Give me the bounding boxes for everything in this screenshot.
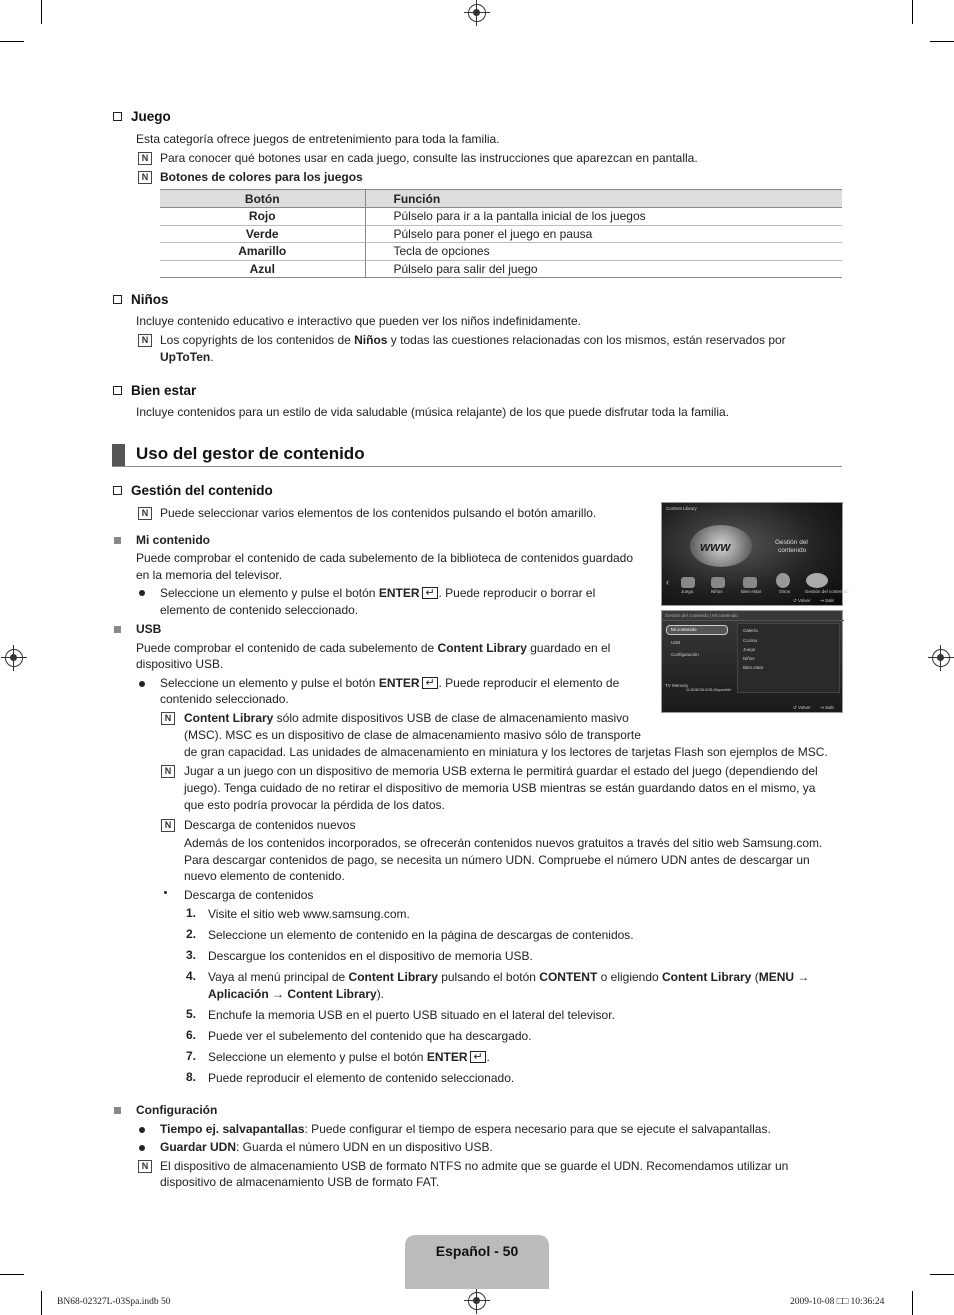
- usb-note-2: Jugar a un juego con un dispositivo de memoria USB externa le permitirá guardar el estado del juego (dependiendo del: [184, 764, 818, 778]
- note-icon: N: [138, 507, 152, 520]
- juego-note: Para conocer qué botones usar en cada juego, consulte las instrucciones que aparezcan en pantalla.: [160, 151, 698, 165]
- bien-estar-description: Incluye contenidos para un estilo de vida saludable (música relajante) de los que puede disfrutar toda la familia.: [136, 405, 730, 419]
- menu-item[interactable]: Otros: [779, 589, 791, 594]
- slug-left: BN68-02327L-03Spa.indb 50: [57, 1297, 171, 1307]
- ninos-note-line2: UpToTen.: [160, 350, 214, 364]
- table-cell: Púlselo para ir a la pantalla inicial de los juegos: [365, 208, 842, 226]
- usb-bullet: contenido seleccionado.: [160, 692, 289, 706]
- registration-mark-icon: [468, 1292, 486, 1310]
- heading-bien-estar: Bien estar: [113, 383, 196, 398]
- list-item[interactable]: Cocina: [743, 638, 758, 643]
- configuracion-bullet: Guardar UDN: Guarda el número UDN en un dispositivo USB.: [160, 1140, 493, 1154]
- bullet-icon: [139, 1127, 145, 1133]
- header-divider: [662, 620, 844, 621]
- page-number: Español - 50: [435, 1243, 519, 1259]
- www-logo-icon: www: [700, 539, 731, 554]
- square-bullet-icon: [114, 537, 121, 544]
- usb-note-2: que esto podría provocar la pérdida de los datos.: [184, 798, 445, 812]
- table-row: [160, 225, 842, 243]
- memory-value: 11.8GB/38.0GB Disponible: [686, 688, 732, 692]
- screen-header: Content Library: [666, 506, 697, 511]
- configuracion-note: dispositivo de almacenamiento USB de formato FAT.: [160, 1175, 440, 1189]
- table-cell: Azul: [160, 260, 365, 278]
- step-text: Seleccione un elemento de contenido en la página de descargas de contenidos.: [208, 928, 634, 942]
- step-text: Puede reproducir el elemento de contenido seleccionado.: [208, 1071, 515, 1085]
- menu-item[interactable]: Mi contenido: [671, 627, 697, 632]
- exit-button[interactable]: ⇥ Salir: [820, 705, 835, 710]
- note-icon: N: [138, 152, 152, 165]
- step-text: Puede ver el subelemento del contenido que ha descargado.: [208, 1029, 532, 1043]
- usb-note-1: de gran capacidad. Las unidades de almacenamiento en miniatura y los lectores de tarjetas Flash son ejemplos de MSC.: [184, 745, 828, 759]
- gestion-note: Puede seleccionar varios elementos de los contenidos pulsando el botón amarillo.: [160, 506, 597, 520]
- center-label: contenido: [778, 547, 807, 554]
- juego-description: Esta categoría ofrece juegos de entretenimiento para toda la familia.: [136, 132, 500, 146]
- list-item[interactable]: Niños: [743, 656, 755, 661]
- mi-contenido-text: Puede comprobar el contenido de cada subelemento de la biblioteca de contenidos guardado: [136, 551, 634, 565]
- checkbox-bullet-icon: [113, 486, 122, 495]
- menu-item[interactable]: Niños: [711, 589, 723, 594]
- menu-item[interactable]: Bien estar: [741, 589, 762, 594]
- usb-note-1: (MSC). MSC es un dispositivo de clase de almacenamiento masivo sólo de transporte: [184, 728, 641, 742]
- table-cell: Rojo: [160, 208, 365, 226]
- table-cell: Verde: [160, 225, 365, 243]
- step-number: 2.: [186, 927, 197, 941]
- usb-note-2: juego). Tenga cuidado de no retirar el dispositivo de memoria USB mientras se están guardando datos en el mismo, ya: [184, 781, 816, 795]
- configuracion-bullet: Tiempo ej. salvapantallas: Puede configurar el tiempo de espera necesario para que se ejecute el salvapantallas.: [160, 1122, 771, 1136]
- ninos-description: Incluye contenido educativo e interactivo que pueden ver los niños indefinidamente.: [136, 314, 581, 328]
- chevron-left-icon[interactable]: ‹: [666, 577, 669, 587]
- content-management-icon[interactable]: [806, 573, 828, 588]
- exit-button[interactable]: ⇥ Salir: [820, 598, 835, 603]
- usb-note-3: Descarga de contenidos nuevos: [184, 818, 356, 832]
- table-cell: Púlselo para salir del juego: [365, 260, 842, 278]
- menu-item[interactable]: USB: [671, 640, 681, 645]
- table-row: [160, 260, 842, 278]
- mi-contenido-bullet: Seleccione un elemento y pulse el botón ENTER↵ . Puede reproducir o borrar el: [160, 585, 595, 602]
- game-icon[interactable]: [681, 577, 695, 588]
- step-number: 4.: [186, 969, 197, 983]
- list-item[interactable]: Bien estar: [743, 665, 764, 670]
- page-footer: [405, 1235, 549, 1289]
- table-cell: Amarillo: [160, 243, 365, 261]
- enter-key-icon: [422, 677, 438, 689]
- enter-key-icon: [422, 587, 438, 599]
- usb-bullet: Seleccione un elemento y pulse el botón ENTER↵ . Puede reproducir el elemento de: [160, 675, 619, 692]
- section-bar: [112, 444, 125, 466]
- step-text: Enchufe la memoria USB en el puerto USB situado en el lateral del televisor.: [208, 1008, 615, 1022]
- screen-header: Gestión del contenido | Mi contenido: [665, 613, 738, 618]
- square-bullet-icon: [114, 626, 121, 633]
- registration-mark-icon: [932, 649, 950, 667]
- section-divider: [112, 466, 842, 467]
- registration-mark-icon: [468, 4, 486, 22]
- step-number: 8.: [186, 1070, 197, 1084]
- usb-note-1: Content Library sólo admite dispositivos USB de clase de almacenamiento masivo: [184, 711, 629, 725]
- checkbox-bullet-icon: [113, 295, 122, 304]
- note-icon: N: [161, 712, 175, 725]
- bullet-icon: [139, 681, 145, 687]
- list-item[interactable]: Galería: [743, 628, 758, 633]
- configuracion-title: Configuración: [136, 1103, 218, 1117]
- table-row: [160, 208, 842, 226]
- checkbox-bullet-icon: [113, 112, 122, 121]
- enter-key-icon: [470, 1051, 486, 1063]
- note-icon: N: [138, 171, 152, 184]
- menu-item[interactable]: Gestión del contenido: [805, 589, 849, 594]
- checkbox-bullet-icon: [113, 386, 122, 395]
- bullet-icon: [164, 891, 167, 894]
- table-header: Botón: [160, 190, 365, 208]
- step-text: Visite el sitio web www.samsung.com.: [208, 907, 410, 921]
- table-header: Función: [365, 190, 842, 208]
- list-item[interactable]: Juego: [743, 647, 756, 652]
- table-cell: Púlselo para poner el juego en pausa: [365, 225, 842, 243]
- table-cell: Tecla de opciones: [365, 243, 842, 261]
- color-buttons-table: [160, 189, 842, 278]
- memory-label: TV Memory: [665, 683, 689, 688]
- configuracion-note: El dispositivo de almacenamiento USB de formato NTFS no admite que se guarde el UDN. Recomendamos utilizar un: [160, 1159, 789, 1173]
- mi-contenido-title: Mi contenido: [136, 533, 210, 547]
- step-text: Aplicación → Content Library).: [208, 987, 385, 1001]
- note-icon: N: [138, 334, 152, 347]
- usb-note-3: nuevo elemento de contenido.: [184, 869, 345, 883]
- usb-text: dispositivo USB.: [136, 657, 224, 671]
- ninos-note-line1: Los copyrights de los contenidos de Niños y todas las cuestiones relacionadas con los mismos, están reservados por: [160, 333, 786, 347]
- step-number: 3.: [186, 948, 197, 962]
- kids-icon[interactable]: [711, 577, 725, 588]
- heading-gestion: Gestión del contenido: [113, 483, 273, 498]
- registration-mark-icon: [5, 649, 23, 667]
- usb-note-3: Además de los contenidos incorporados, se ofrecerán contenidos nuevos gratuitos a través del sitio web Samsung.com.: [184, 836, 823, 850]
- mi-contenido-text: en la memoria del televisor.: [136, 568, 283, 582]
- center-label: Gestión del: [775, 539, 808, 546]
- step-text: Seleccione un elemento y pulse el botón ENTER↵ .: [208, 1049, 490, 1066]
- slug-right: 2009-10-08 □□ 10:36:24: [790, 1297, 885, 1307]
- section-title: Uso del gestor de contenido: [136, 444, 365, 463]
- step-text: Descargue los contenidos en el dispositivo de memoria USB.: [208, 949, 533, 963]
- usb-text: Puede comprobar el contenido de cada subelemento de Content Library guardado en el: [136, 641, 611, 655]
- menu-item[interactable]: Juego: [681, 589, 694, 594]
- heading-juego: Juego: [113, 109, 171, 124]
- step-number: 6.: [186, 1028, 197, 1042]
- back-button[interactable]: ↺ Volver: [793, 598, 811, 603]
- my-content-screenshot: [661, 610, 843, 713]
- usb-note-3: Para descargar contenidos de pago, se necesita un número UDN. Compruebe el número UDN antes de descargar un: [184, 853, 810, 867]
- table-row: [160, 243, 842, 261]
- heading-ninos: Niños: [113, 292, 169, 307]
- others-icon[interactable]: [776, 573, 790, 588]
- step-number: 5.: [186, 1007, 197, 1021]
- usb-title: USB: [136, 622, 162, 636]
- download-title: Descarga de contenidos: [184, 888, 314, 902]
- step-number: 7.: [186, 1049, 197, 1063]
- content-library-screenshot: [661, 502, 849, 606]
- note-icon: N: [138, 1160, 152, 1173]
- square-bullet-icon: [114, 1107, 121, 1114]
- step-text: Vaya al menú principal de Content Library pulsando el botón CONTENT o eligiendo Content Library (MENU →: [208, 970, 810, 984]
- wellness-icon[interactable]: [743, 577, 757, 588]
- note-icon: N: [161, 819, 175, 832]
- bullet-icon: [139, 1145, 145, 1151]
- menu-item[interactable]: Configuración: [671, 652, 699, 657]
- back-button[interactable]: ↺ Volver: [793, 705, 811, 710]
- bullet-icon: [139, 590, 145, 596]
- juego-table-caption: Botones de colores para los juegos: [160, 170, 363, 184]
- note-icon: N: [161, 765, 175, 778]
- table-header-row: [160, 190, 842, 208]
- step-number: 1.: [186, 906, 197, 920]
- mi-contenido-bullet: elemento de contenido seleccionado.: [160, 603, 359, 617]
